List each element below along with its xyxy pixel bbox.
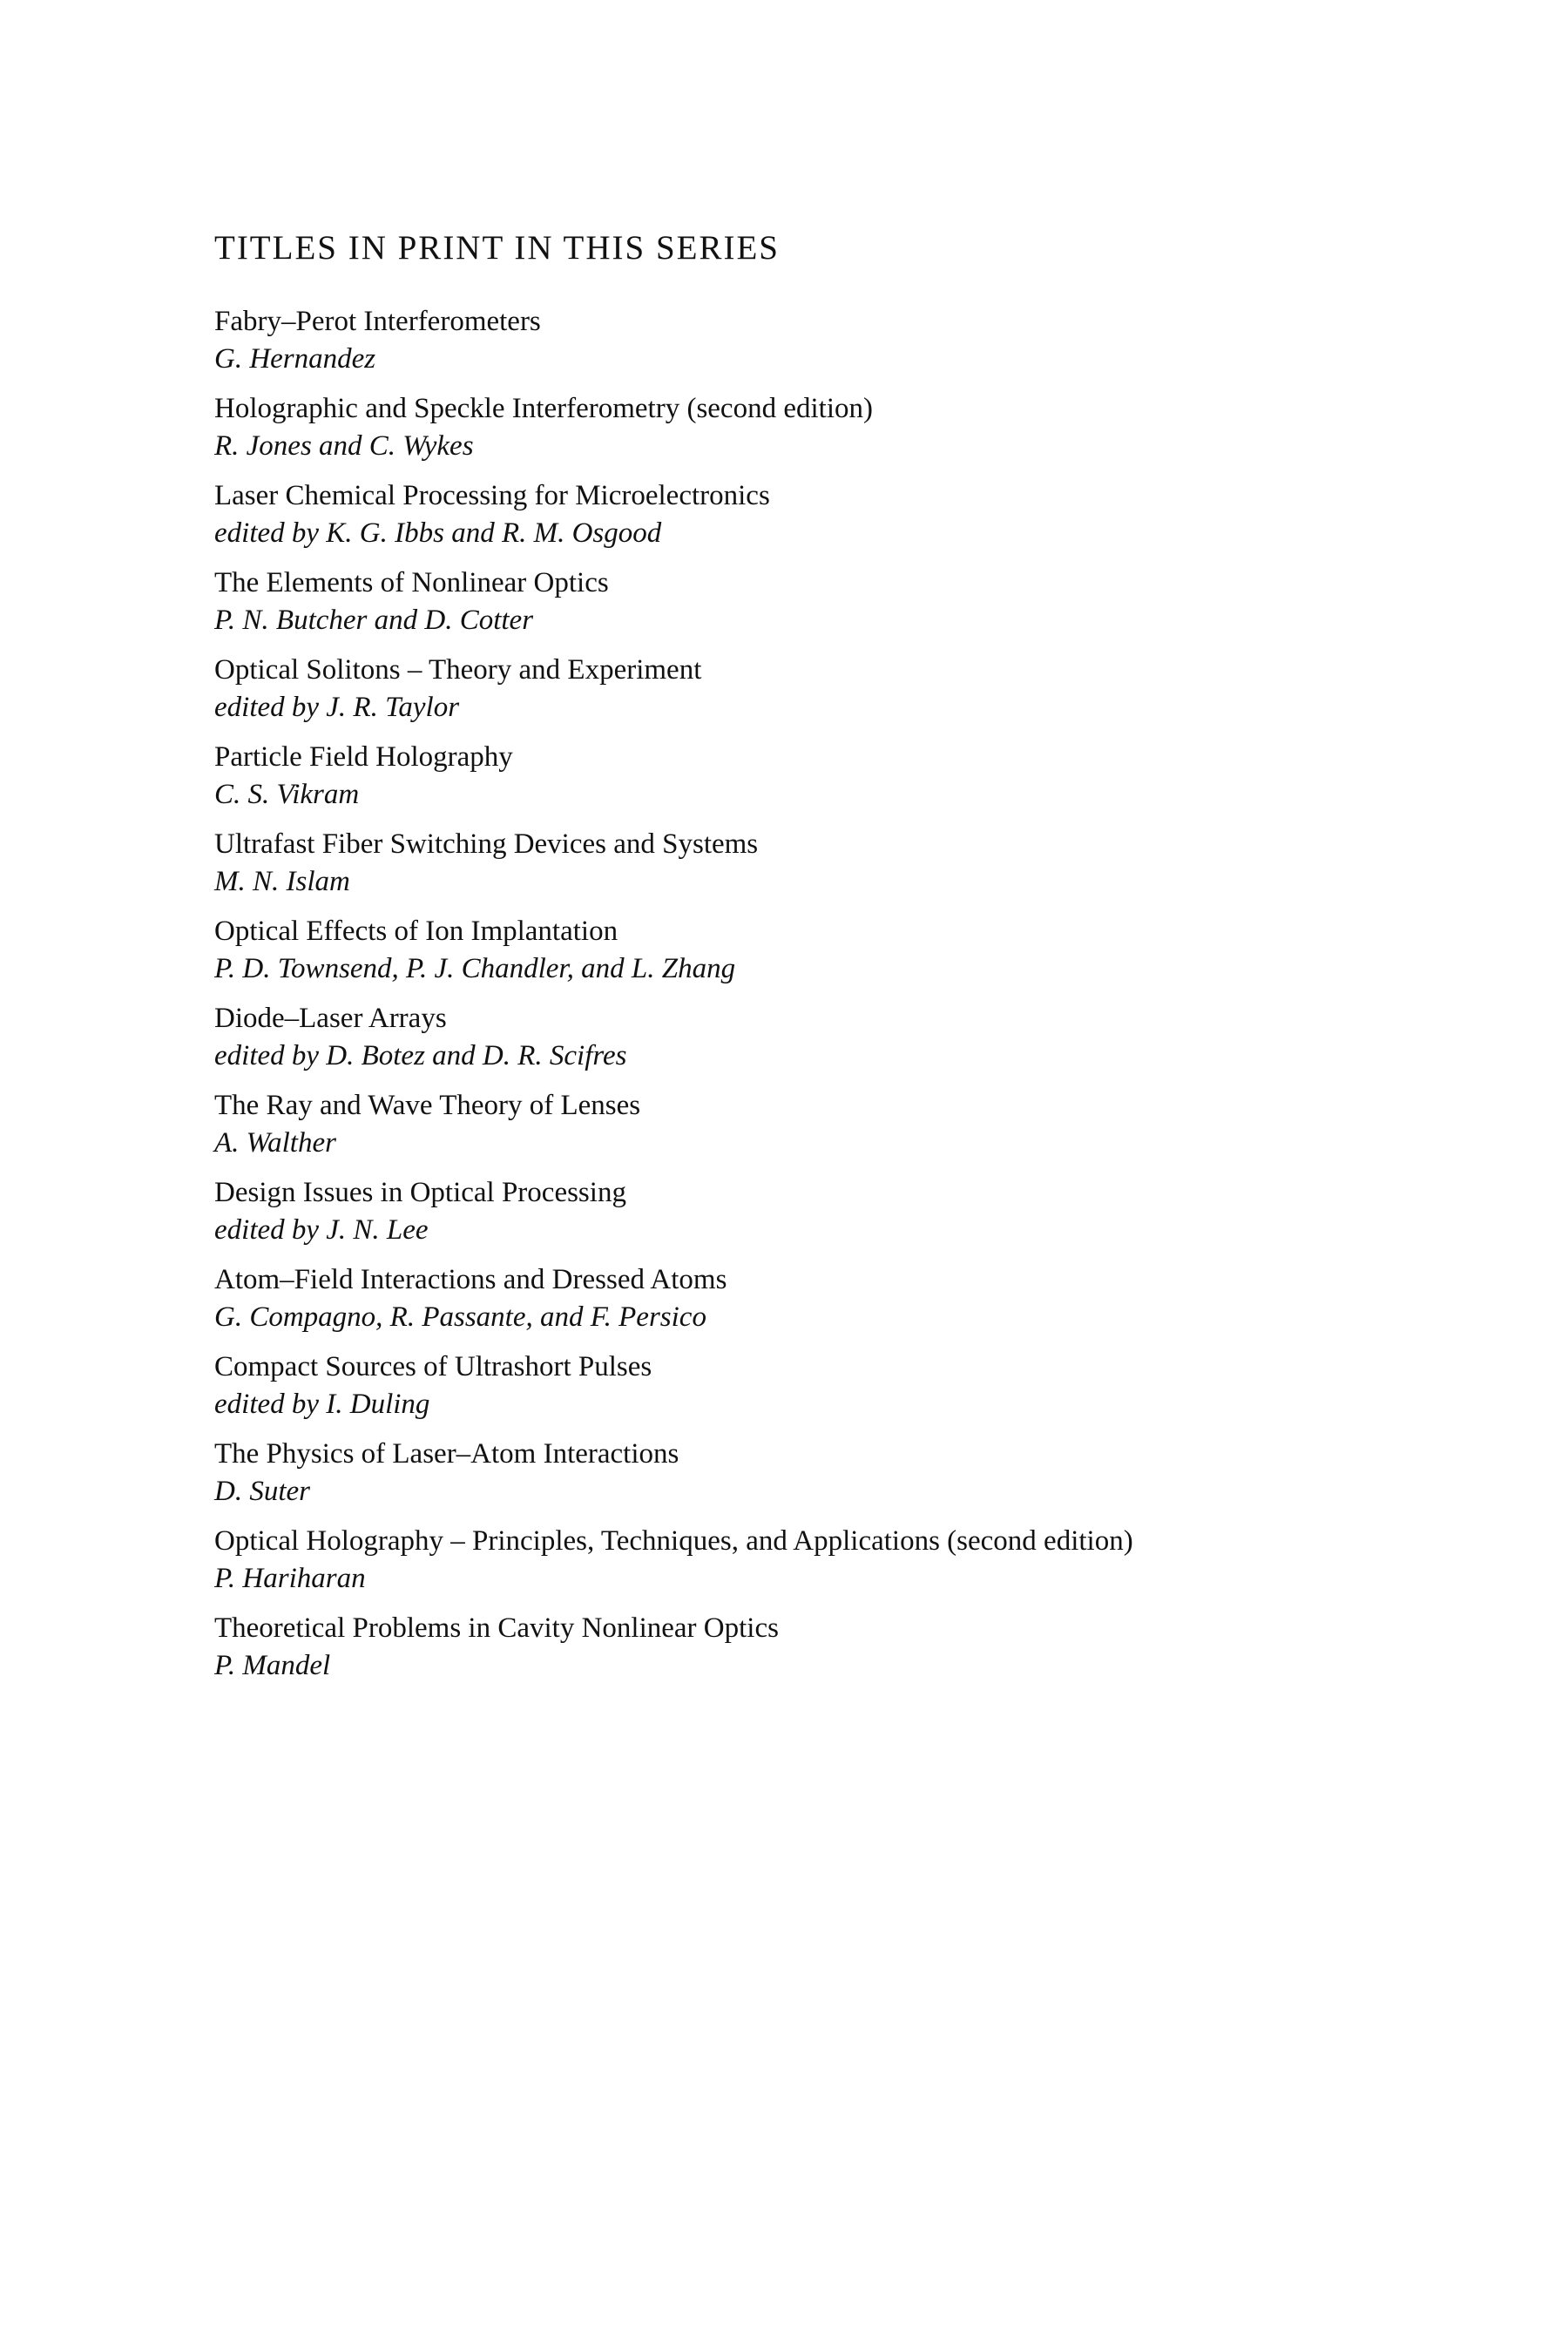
book-author: edited by J. R. Taylor: [214, 692, 460, 723]
list-item: [214, 1523, 1434, 1610]
list-item: [214, 564, 1434, 652]
book-author: D. Suter: [214, 1476, 310, 1507]
book-title: The Ray and Wave Theory of Lenses: [214, 1090, 641, 1121]
book-title: Atom–Field Interactions and Dressed Atoms: [214, 1264, 727, 1295]
book-title: Diode–Laser Arrays: [214, 1003, 447, 1034]
list-item: [214, 1436, 1434, 1523]
book-author: G. Compagno, R. Passante, and F. Persico: [214, 1301, 706, 1333]
book-author: edited by J. N. Lee: [214, 1214, 429, 1246]
list-item: [214, 1348, 1434, 1436]
series-titles-list: [214, 303, 1434, 1697]
list-item: [214, 1174, 1434, 1261]
list-item: [214, 652, 1434, 739]
list-item: [214, 739, 1434, 826]
book-author: G. Hernandez: [214, 343, 376, 375]
book-author: A. Walther: [214, 1127, 336, 1159]
list-item: [214, 477, 1434, 564]
list-item: [214, 913, 1434, 1000]
book-title: Compact Sources of Ultrashort Pulses: [214, 1351, 652, 1382]
book-author: M. N. Islam: [214, 866, 350, 897]
book-title: Ultrafast Fiber Switching Devices and Systems: [214, 828, 759, 860]
book-title: Fabry–Perot Interferometers: [214, 306, 541, 337]
book-author: C. S. Vikram: [214, 779, 360, 810]
book-title: Optical Effects of Ion Implantation: [214, 916, 618, 947]
list-item: [214, 1261, 1434, 1348]
list-item: [214, 826, 1434, 913]
book-title: Holographic and Speckle Interferometry (second edition): [214, 393, 873, 424]
book-title: Optical Holography – Principles, Techniques, and Applications (second edition): [214, 1525, 1133, 1557]
book-title: The Elements of Nonlinear Optics: [214, 567, 609, 598]
book-author: P. D. Townsend, P. J. Chandler, and L. Zhang: [214, 953, 736, 984]
list-item: [214, 1087, 1434, 1174]
list-item: [214, 1000, 1434, 1087]
book-title: Laser Chemical Processing for Microelectronics: [214, 480, 770, 511]
book-author: edited by I. Duling: [214, 1389, 430, 1420]
series-heading: TITLES IN PRINT IN THIS SERIES: [214, 229, 780, 267]
list-item: [214, 1610, 1434, 1697]
list-item: [214, 303, 1434, 390]
book-title: Particle Field Holography: [214, 741, 513, 773]
book-title: Theoretical Problems in Cavity Nonlinear Optics: [214, 1612, 779, 1644]
list-item: [214, 390, 1434, 477]
book-author: edited by K. G. Ibbs and R. M. Osgood: [214, 517, 662, 549]
book-title: Design Issues in Optical Processing: [214, 1177, 626, 1208]
book-author: R. Jones and C. Wykes: [214, 430, 474, 462]
book-title: Optical Solitons – Theory and Experiment: [214, 654, 702, 686]
book-author: P. Hariharan: [214, 1563, 366, 1594]
book-author: P. N. Butcher and D. Cotter: [214, 605, 534, 636]
series-list-section: [214, 228, 1434, 1697]
book-author: edited by D. Botez and D. R. Scifres: [214, 1040, 627, 1071]
book-title: The Physics of Laser–Atom Interactions: [214, 1438, 679, 1470]
book-author: P. Mandel: [214, 1650, 331, 1681]
